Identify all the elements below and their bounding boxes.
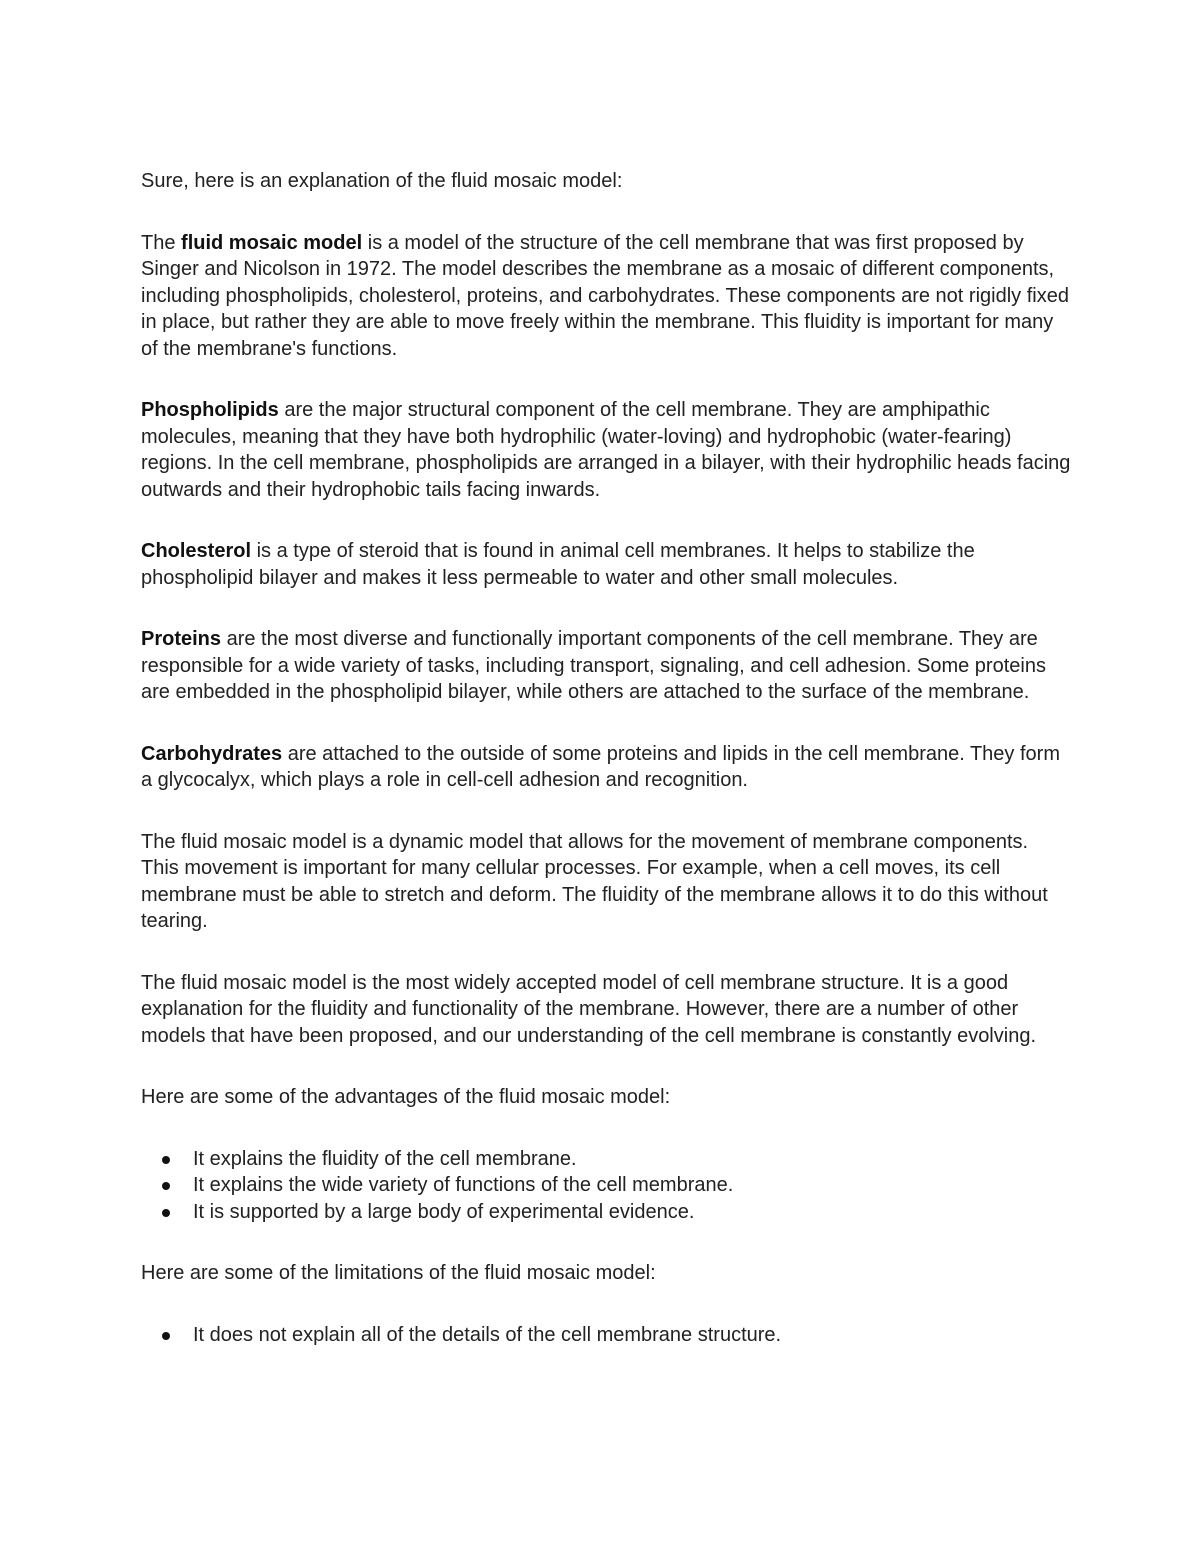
advantages-heading: Here are some of the advantages of the fluid mosaic model: bbox=[141, 1086, 671, 1108]
list-item bbox=[141, 1146, 1071, 1173]
paragraph-text: is a type of steroid that is found in animal cell membranes. It helps to stabilize the phospholipid bilayer and makes it less permeable to water and other small molecules. bbox=[141, 540, 975, 589]
accepted-model-paragraph: The fluid mosaic model is the most widely accepted model of cell membrane structure. It is a good explanation for the fluidity and functionality of the membrane. However, there are a number of other models that have been proposed, and our understanding of the cell membrane is constantly evolving. bbox=[141, 971, 1036, 1047]
bullet-icon bbox=[162, 1156, 170, 1164]
paragraph-text: are the most diverse and functionally important components of the cell membrane. They are responsible for a wide variety of tasks, including transport, signaling, and cell adhesion. Some proteins are embedded in the phospholipid bilayer, while others are attached to the surface of the membrane. bbox=[141, 628, 1046, 703]
bullet-icon bbox=[162, 1332, 170, 1340]
list-item-text: It does not explain all of the details of the cell membrane structure. bbox=[193, 1323, 782, 1346]
list-item bbox=[141, 1199, 1071, 1226]
bullet-icon bbox=[162, 1209, 170, 1217]
list-item-text: It explains the wide variety of functions of the cell membrane. bbox=[193, 1174, 734, 1196]
document-body bbox=[141, 168, 1071, 1383]
fluid-mosaic-paragraph bbox=[141, 230, 1071, 363]
term-carbohydrates: Carbohydrates bbox=[141, 742, 283, 765]
list-item-text: It is supported by a large body of experimental evidence. bbox=[193, 1200, 695, 1223]
bullet-icon bbox=[162, 1182, 170, 1190]
intro-paragraph: Sure, here is an explanation of the fluid mosaic model: bbox=[141, 170, 623, 192]
cholesterol-paragraph bbox=[141, 538, 1071, 591]
limitations-heading: Here are some of the limitations of the fluid mosaic model: bbox=[141, 1262, 656, 1284]
list-item bbox=[141, 1172, 1071, 1199]
proteins-paragraph bbox=[141, 626, 1071, 706]
phospholipids-paragraph bbox=[141, 397, 1071, 503]
list-item bbox=[141, 1322, 1071, 1349]
advantages-list bbox=[141, 1146, 1071, 1226]
limitations-list bbox=[141, 1322, 1071, 1349]
term-proteins: Proteins bbox=[141, 628, 222, 650]
list-item-text: It explains the fluidity of the cell membrane. bbox=[193, 1147, 577, 1170]
dynamic-model-paragraph: The fluid mosaic model is a dynamic model that allows for the movement of membrane components. This movement is important for many cellular processes. For example, when a cell moves, its cell membrane must be able to stretch and deform. The fluidity of the membrane allows it to do this without tearing. bbox=[141, 830, 1048, 932]
paragraph-text: are attached to the outside of some proteins and lipids in the cell membrane. They form a glycocalyx, which plays a role in cell-cell adhesion and recognition. bbox=[141, 742, 1060, 791]
term-fluid-mosaic-model: fluid mosaic model bbox=[181, 231, 363, 254]
paragraph-lead-text: The bbox=[141, 231, 182, 254]
term-phospholipids: Phospholipids bbox=[141, 399, 279, 421]
paragraph-text: are the major structural component of the cell membrane. They are amphipathic molecules, meaning that they have both hydrophilic (water-loving) and hydrophobic (water-fearing) regions. In the cell membrane, phospholipids are arranged in a bilayer, with their hydrophilic heads facing outwards and their hydrophobic tails facing inwards. bbox=[141, 399, 1071, 501]
paragraph-text: is a model of the structure of the cell membrane that was first proposed by Singer and Nicolson in 1972. The model describes the membrane as a mosaic of different components, including phospholipids, cholesterol, proteins, and carbohydrates. These components are not rigidly fixed in place, but rather they are able to move freely within the membrane. This fluidity is important for many of the membrane's functions. bbox=[141, 231, 1069, 360]
term-cholesterol: Cholesterol bbox=[141, 540, 252, 562]
carbohydrates-paragraph bbox=[141, 741, 1071, 794]
